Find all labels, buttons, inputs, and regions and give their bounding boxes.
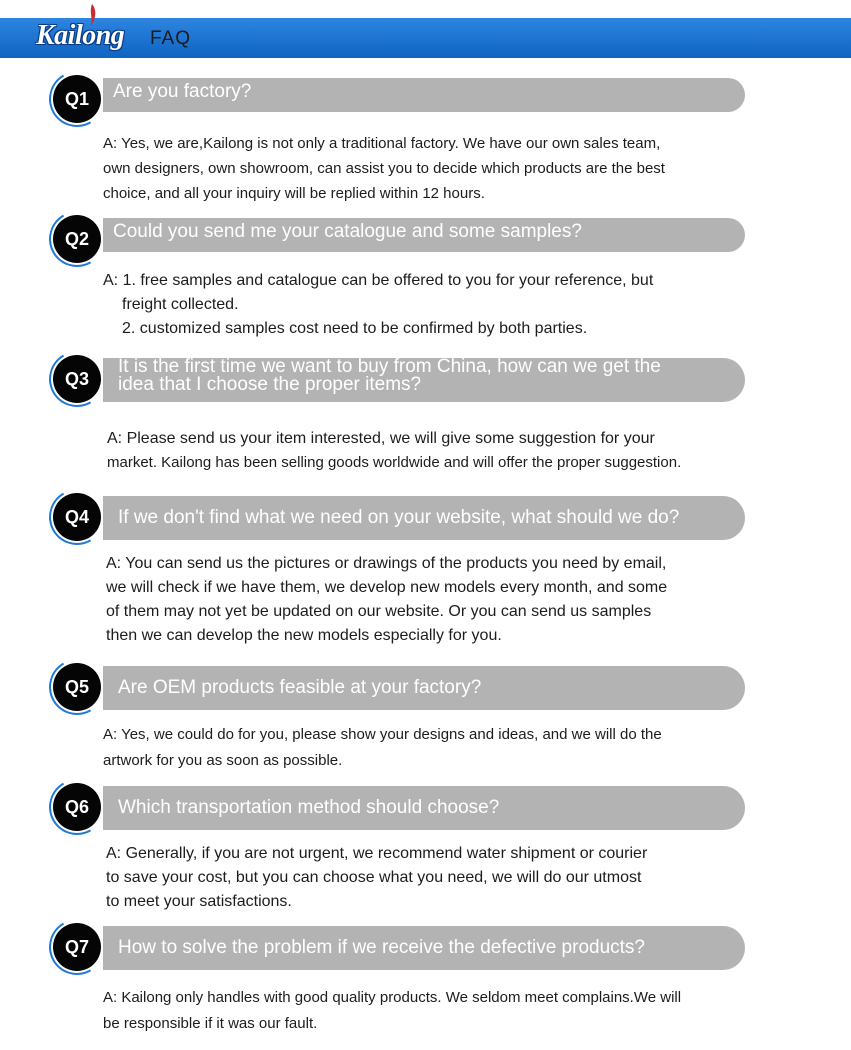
answer-line: choice, and all your inquiry will be replied within 12 hours. <box>103 185 485 202</box>
question-text <box>118 358 738 394</box>
kailong-logo: Kailong <box>36 20 125 51</box>
answer-line: A: Yes, we are,Kailong is not only a traditional factory. We have our own sales team, <box>103 135 661 152</box>
faq-question-6 <box>47 780 747 842</box>
page-title: FAQ <box>150 28 192 49</box>
answer-line: A: You can send us the pictures or drawings of the products you need by email, <box>106 555 667 572</box>
question-badge: Q6 <box>53 783 101 831</box>
answer-line: A: Yes, we could do for you, please show your designs and ideas, and we will do the <box>103 726 662 743</box>
question-text: Which transportation method should choose? <box>118 797 500 818</box>
answer-line: 2. customized samples cost need to be confirmed by both parties. <box>122 320 588 337</box>
faq-answer-3 <box>107 427 681 475</box>
question-badge: Q1 <box>53 75 101 123</box>
answer-line: A: Kailong only handles with good quality products. We seldom meet complains.We will <box>103 989 682 1006</box>
header-banner <box>0 18 851 58</box>
answer-line: we will check if we have them, we develop new models every month, and some <box>106 579 668 596</box>
faq-answer-4 <box>106 552 667 648</box>
answer-line: own designers, own showroom, can assist you to decide which products are the best <box>103 160 665 177</box>
faq-answer-7 <box>103 985 681 1037</box>
answer-line: to meet your satisfactions. <box>106 893 292 910</box>
answer-line: market. Kailong has been selling goods worldwide and will offer the proper suggestion. <box>107 454 682 471</box>
faq-question-2 <box>47 212 747 274</box>
question-line: idea that I choose the proper items? <box>118 374 422 395</box>
question-text: How to solve the problem if we receive the defective products? <box>118 937 645 958</box>
faq-question-3 <box>47 352 747 414</box>
flame-logo-icon <box>85 4 99 26</box>
answer-line: A: Generally, if you are not urgent, we recommend water shipment or courier <box>106 845 648 862</box>
faq-question-4 <box>47 490 747 552</box>
question-badge: Q4 <box>53 493 101 541</box>
question-line: It is the first time we want to buy from China, how can we get the <box>118 356 661 377</box>
answer-line: of them may not yet be updated on our website. Or you can send us samples <box>106 603 652 620</box>
question-text: Could you send me your catalogue and some samples? <box>113 221 582 242</box>
question-text: Are you factory? <box>113 81 252 102</box>
answer-line: be responsible if it was our fault. <box>103 1015 318 1032</box>
question-text: If we don't find what we need on your website, what should we do? <box>118 507 680 528</box>
answer-line: A: 1. free samples and catalogue can be offered to you for your reference, but <box>103 272 654 289</box>
faq-question-7 <box>47 920 747 982</box>
faq-answer-2 <box>103 269 653 341</box>
answer-line: A: Please send us your item interested, we will give some suggestion for your <box>107 430 655 447</box>
faq-answer-5 <box>103 722 662 774</box>
question-badge: Q3 <box>53 355 101 403</box>
faq-answer-1 <box>103 131 665 206</box>
question-text: Are OEM products feasible at your factory? <box>118 677 482 698</box>
faq-question-5 <box>47 660 747 722</box>
question-badge: Q7 <box>53 923 101 971</box>
answer-line: freight collected. <box>122 296 239 313</box>
faq-question-1 <box>47 72 747 134</box>
question-badge: Q5 <box>53 663 101 711</box>
answer-line: artwork for you as soon as possible. <box>103 752 343 769</box>
answer-line: to save your cost, but you can choose what you need, we will do our utmost <box>106 869 642 886</box>
faq-answer-6 <box>106 842 647 914</box>
question-badge: Q2 <box>53 215 101 263</box>
answer-line: then we can develop the new models especially for you. <box>106 627 502 644</box>
